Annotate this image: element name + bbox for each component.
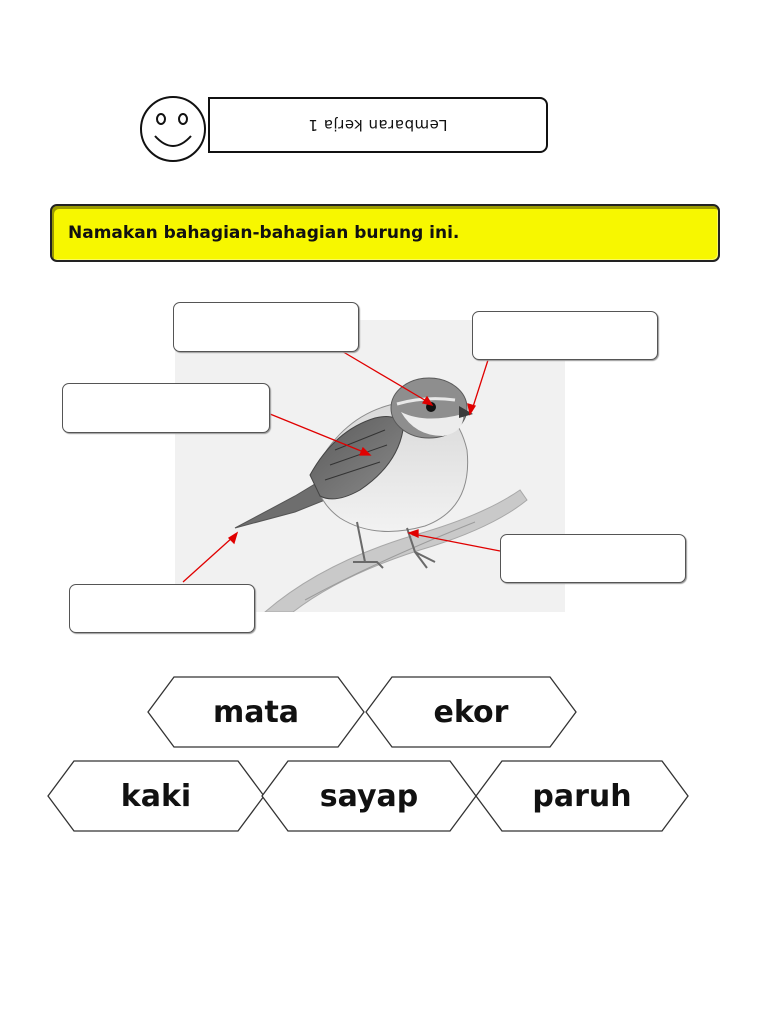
word-card-sayap[interactable]: [262, 760, 476, 832]
answer-box-leg[interactable]: [500, 534, 686, 583]
answer-box-tail[interactable]: [69, 584, 255, 633]
worksheet-title: Lembaran kerja 1: [308, 116, 448, 134]
answer-box-wing[interactable]: [62, 383, 270, 433]
instruction-text: Namakan bahagian-bahagian burung ini.: [68, 223, 460, 243]
word-card-kaki[interactable]: [48, 760, 264, 832]
word-label: kaki: [120, 778, 192, 814]
word-card-ekor[interactable]: [366, 676, 576, 748]
word-label: ekor: [433, 694, 509, 730]
word-card-mata[interactable]: [148, 676, 364, 748]
word-label: mata: [212, 694, 300, 730]
answer-box-beak[interactable]: [472, 311, 658, 360]
word-card-paruh[interactable]: [476, 760, 688, 832]
answer-box-eye[interactable]: [173, 302, 359, 352]
word-label: paruh: [532, 778, 632, 814]
word-label: sayap: [319, 778, 419, 814]
